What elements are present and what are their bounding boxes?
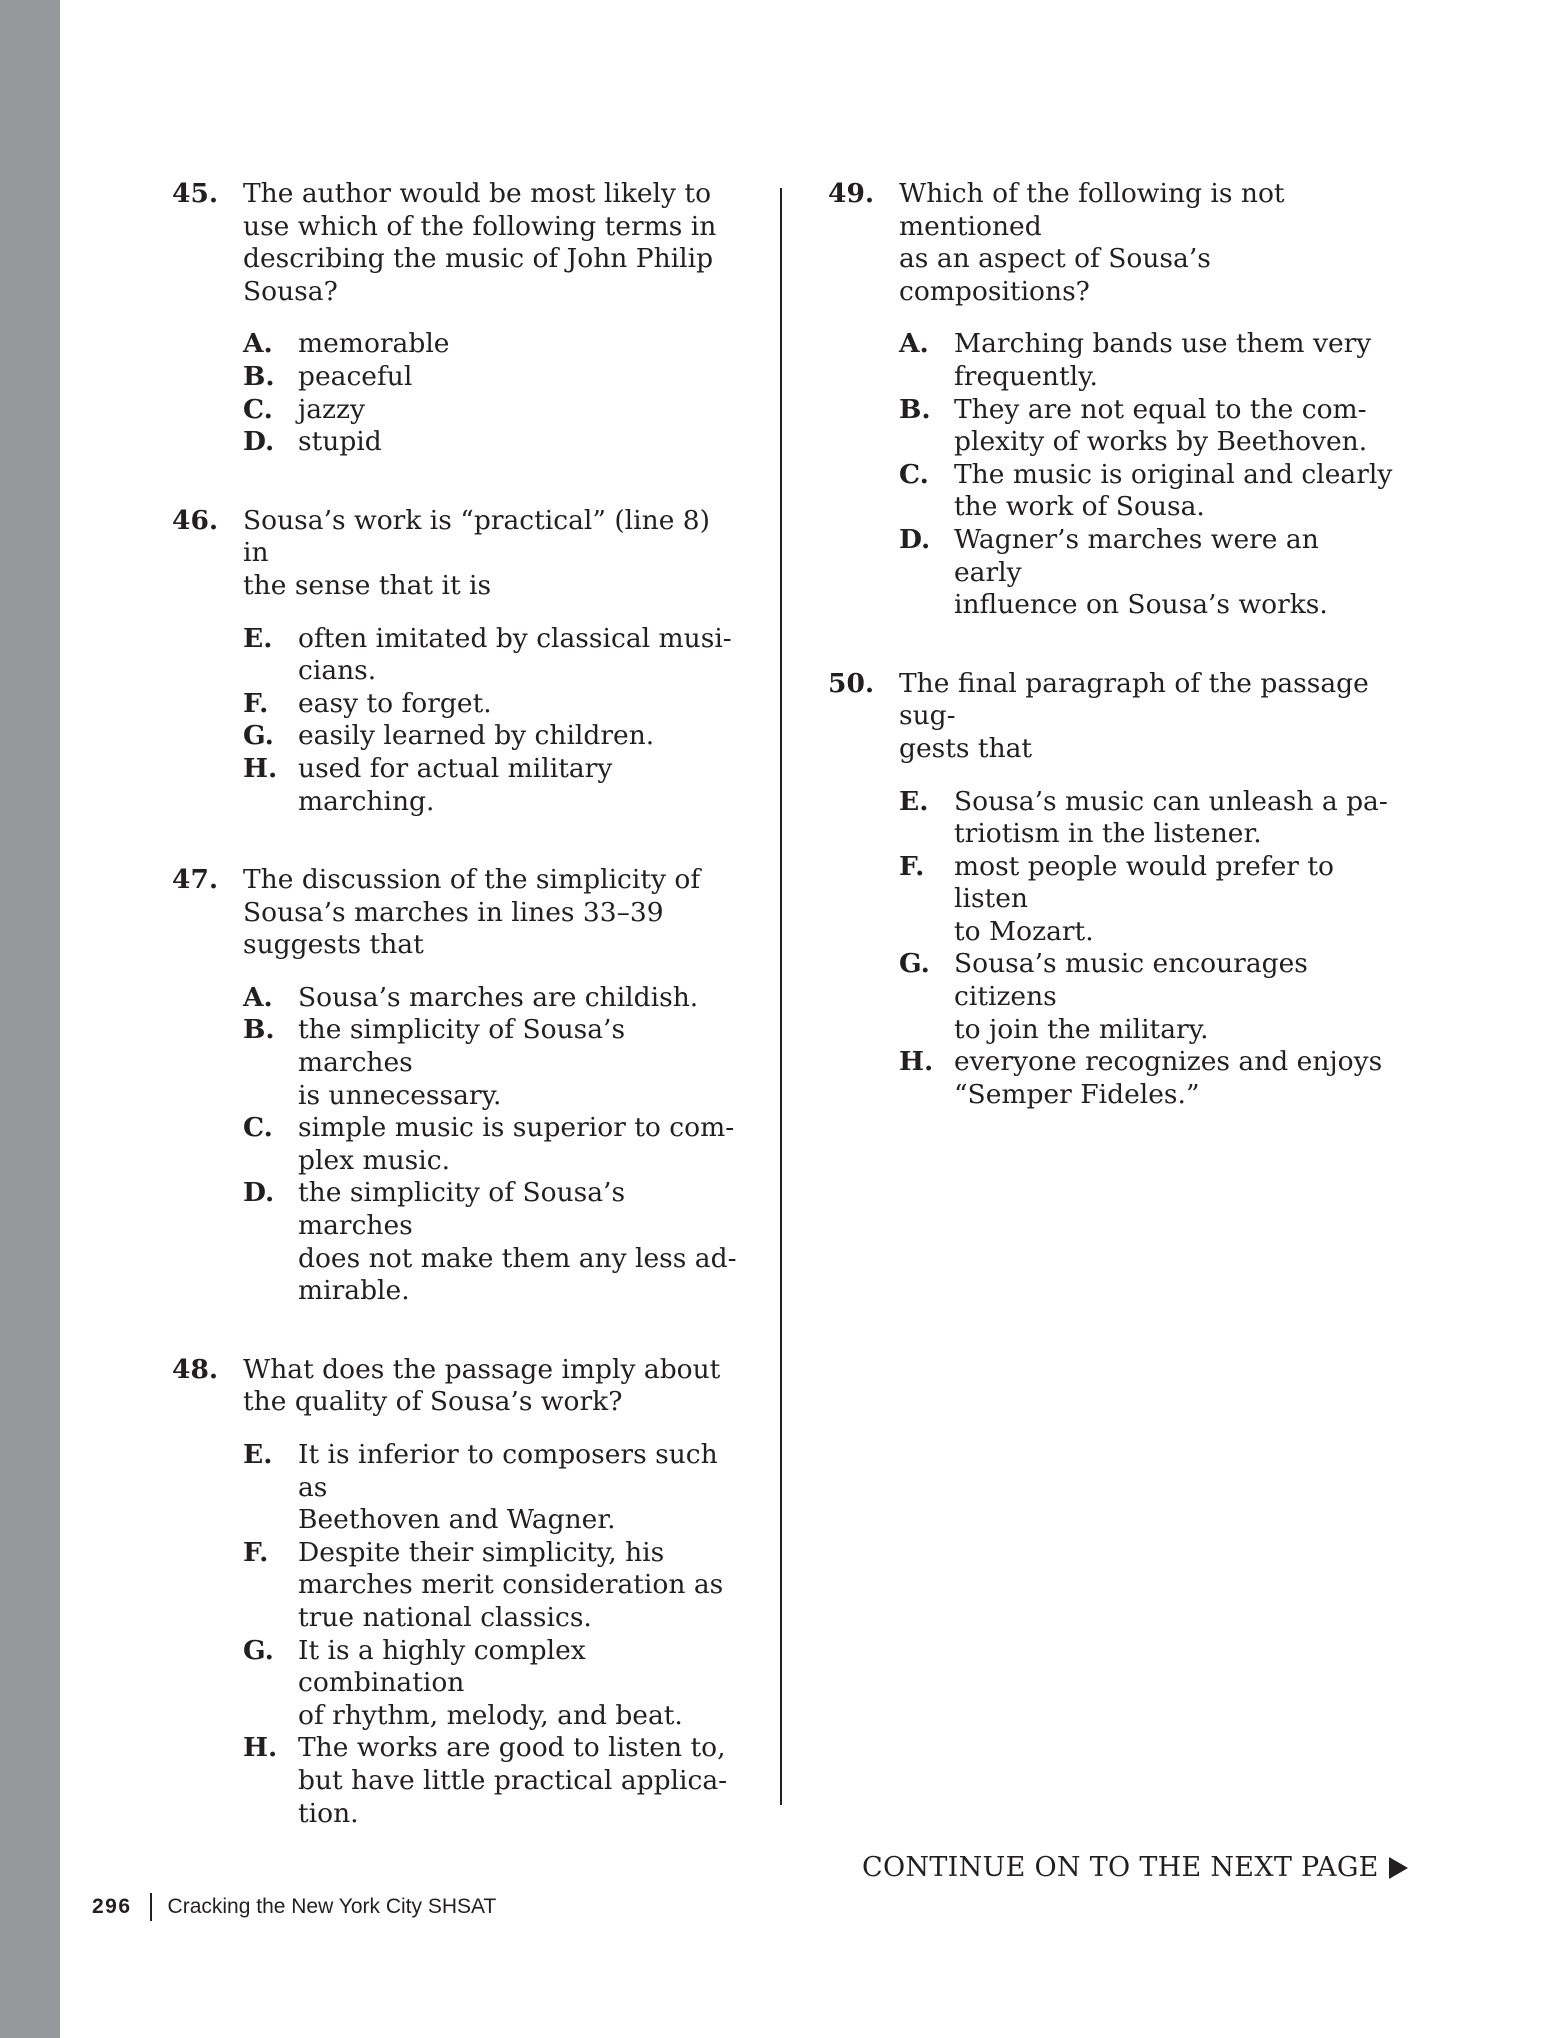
stem-line: Sousa’s work is “practical” (line 8) in bbox=[243, 504, 710, 569]
answer-choice-g[interactable] bbox=[243, 720, 737, 753]
answer-choice-g[interactable] bbox=[243, 1635, 737, 1733]
answer-choices bbox=[243, 623, 737, 819]
continue-label: CONTINUE ON TO THE NEXT PAGE bbox=[862, 1852, 1379, 1883]
choice-text: influence on Sousa’s works. bbox=[954, 589, 1328, 621]
answer-choice-g[interactable] bbox=[899, 948, 1393, 1046]
choice-text: Sousa’s music can unleash a pa- bbox=[954, 785, 1388, 817]
answer-choices bbox=[243, 328, 737, 458]
choice-text: It is inferior to composers such as bbox=[298, 1439, 718, 1503]
answer-choice-d[interactable] bbox=[243, 426, 737, 459]
answer-choice-h[interactable] bbox=[243, 753, 737, 818]
choice-text: plexity of works by Beethoven. bbox=[954, 426, 1368, 458]
choice-text: the simplicity of Sousa’s marches bbox=[298, 1177, 626, 1242]
question-number: 47. bbox=[172, 864, 219, 896]
choice-letter: E. bbox=[243, 622, 273, 654]
choice-letter: E. bbox=[899, 785, 929, 817]
choice-text: jazzy bbox=[298, 393, 365, 425]
answer-choice-b[interactable] bbox=[899, 394, 1393, 459]
stem-line: gests that bbox=[899, 732, 1033, 764]
question-number: 46. bbox=[172, 504, 219, 536]
stem-line: the sense that it is bbox=[243, 569, 492, 601]
answer-choices bbox=[899, 786, 1393, 1112]
question-stem bbox=[899, 178, 1393, 308]
stem-line: suggests that bbox=[243, 929, 424, 961]
choice-text: everyone recognizes and enjoys bbox=[954, 1046, 1383, 1078]
choice-text: triotism in the listener. bbox=[954, 818, 1262, 850]
choice-letter: F. bbox=[243, 687, 269, 719]
choice-text: stupid bbox=[298, 426, 382, 458]
answer-choice-c[interactable] bbox=[243, 1112, 737, 1177]
choice-letter: H. bbox=[899, 1046, 934, 1078]
choice-letter: E. bbox=[243, 1439, 273, 1470]
choice-text: most people would prefer to listen bbox=[954, 850, 1334, 915]
choice-letter: B. bbox=[899, 393, 931, 425]
answer-choices bbox=[899, 328, 1393, 621]
answer-choices bbox=[243, 1439, 737, 1830]
answer-choices bbox=[243, 982, 737, 1308]
choice-text: tion. bbox=[298, 1797, 359, 1829]
choice-letter: G. bbox=[243, 720, 274, 752]
answer-choice-f[interactable] bbox=[243, 1537, 737, 1635]
choice-letter: F. bbox=[243, 1536, 269, 1568]
question-stem bbox=[899, 668, 1393, 766]
question-number: 49. bbox=[828, 178, 875, 209]
choice-text: the simplicity of Sousa’s marches bbox=[298, 1014, 626, 1079]
right-arrow-icon bbox=[1389, 1857, 1408, 1879]
choice-letter: A. bbox=[899, 328, 929, 360]
answer-choice-f[interactable] bbox=[243, 688, 737, 721]
question-stem bbox=[243, 505, 737, 603]
choice-letter: C. bbox=[899, 458, 929, 490]
answer-choice-e[interactable] bbox=[243, 1439, 737, 1537]
question-number: 48. bbox=[172, 1353, 219, 1385]
column-divider bbox=[780, 188, 782, 1805]
choice-text: does not make them any less ad- bbox=[298, 1242, 737, 1274]
choice-text: The works are good to listen to, bbox=[298, 1732, 726, 1764]
question-48 bbox=[172, 1354, 737, 1830]
choice-letter: B. bbox=[243, 1014, 275, 1046]
choice-text: frequently. bbox=[954, 360, 1098, 392]
stem-line: Sousa’s marches in lines 33–39 bbox=[243, 896, 664, 928]
choice-text: of rhythm, melody, and beat. bbox=[298, 1699, 683, 1731]
choice-text: plex music. bbox=[298, 1144, 451, 1176]
question-45 bbox=[172, 178, 737, 459]
choice-letter: C. bbox=[243, 1112, 273, 1144]
choice-text: peaceful bbox=[298, 360, 413, 392]
choice-text: Sousa’s music encourages citizens bbox=[954, 948, 1308, 1013]
answer-choice-b[interactable] bbox=[243, 1014, 737, 1112]
choice-text: Marching bands use them very bbox=[954, 328, 1372, 360]
page-footer bbox=[92, 1893, 496, 1921]
choice-letter: F. bbox=[899, 850, 925, 882]
answer-choice-c[interactable] bbox=[243, 394, 737, 427]
question-number: 45. bbox=[172, 178, 219, 209]
choice-letter: D. bbox=[243, 426, 275, 458]
book-title: Cracking the New York City SHSAT bbox=[167, 1895, 497, 1918]
choice-letter: A. bbox=[243, 328, 273, 360]
question-stem bbox=[243, 864, 737, 962]
choice-text: simple music is superior to com- bbox=[298, 1112, 735, 1144]
choice-text: the work of Sousa. bbox=[954, 491, 1205, 523]
choice-letter: H. bbox=[243, 752, 278, 784]
choice-text: Sousa’s marches are childish. bbox=[298, 981, 699, 1013]
question-number: 50. bbox=[828, 667, 875, 699]
choice-text: memorable bbox=[298, 328, 450, 360]
choice-text: “Semper Fideles.” bbox=[954, 1078, 1200, 1110]
stem-line: describing the music of John Philip bbox=[243, 243, 714, 275]
choice-text: Beethoven and Wagner. bbox=[298, 1504, 616, 1536]
choice-letter: A. bbox=[243, 981, 273, 1013]
stem-line: The discussion of the simplicity of bbox=[243, 864, 701, 896]
choice-text: to join the military. bbox=[954, 1013, 1209, 1045]
stem-line: What does the passage imply about bbox=[243, 1353, 721, 1385]
answer-choice-d[interactable] bbox=[899, 524, 1393, 622]
answer-choice-b[interactable] bbox=[243, 361, 737, 394]
choice-text: true national classics. bbox=[298, 1601, 592, 1633]
stem-line: Sousa? bbox=[243, 275, 338, 307]
continue-notice bbox=[862, 1852, 1408, 1883]
choice-letter: H. bbox=[243, 1732, 278, 1764]
stem-line: as an aspect of Sousa’s compositions? bbox=[899, 243, 1211, 307]
choice-letter: D. bbox=[243, 1177, 275, 1209]
question-47 bbox=[172, 864, 737, 1308]
question-49 bbox=[828, 178, 1393, 622]
answer-choice-c[interactable] bbox=[899, 459, 1393, 524]
answer-choice-h[interactable] bbox=[243, 1732, 737, 1830]
choice-text: Despite their simplicity, his bbox=[298, 1536, 665, 1568]
stem-line: use which of the following terms in bbox=[243, 210, 717, 242]
choice-text: Wagner’s marches were an early bbox=[954, 523, 1319, 588]
footer-divider bbox=[150, 1893, 152, 1921]
choice-letter: G. bbox=[899, 948, 930, 980]
left-column bbox=[172, 178, 737, 1830]
choice-text: The music is original and clearly bbox=[954, 458, 1393, 490]
choice-text: is unnecessary. bbox=[298, 1079, 502, 1111]
answer-choice-a[interactable] bbox=[243, 982, 737, 1015]
answer-choice-e[interactable] bbox=[899, 786, 1393, 851]
stem-line: the quality of Sousa’s work? bbox=[243, 1386, 623, 1418]
stem-line: The final paragraph of the passage sug- bbox=[899, 667, 1369, 732]
question-stem bbox=[243, 1354, 737, 1419]
choice-text: They are not equal to the com- bbox=[954, 393, 1367, 425]
stem-line: The author would be most likely to bbox=[243, 178, 712, 209]
answer-choice-d[interactable] bbox=[243, 1177, 737, 1307]
choice-text: easily learned by children. bbox=[298, 720, 655, 752]
choice-text: mirable. bbox=[298, 1275, 410, 1307]
choice-text: It is a highly complex combination bbox=[298, 1634, 586, 1699]
choice-text: used for actual military marching. bbox=[298, 752, 613, 817]
choice-letter: C. bbox=[243, 393, 273, 425]
page-number: 296 bbox=[92, 1895, 132, 1918]
right-column bbox=[828, 178, 1393, 1111]
answer-choice-a[interactable] bbox=[899, 328, 1393, 393]
choice-text: often imitated by classical musi- bbox=[298, 622, 732, 654]
question-50 bbox=[828, 668, 1393, 1112]
question-46 bbox=[172, 505, 737, 818]
choice-letter: G. bbox=[243, 1634, 274, 1666]
choice-text: but have little practical applica- bbox=[298, 1764, 728, 1796]
answer-choice-e[interactable] bbox=[243, 623, 737, 688]
stem-line: Which of the following is not mentioned bbox=[899, 178, 1285, 242]
question-stem bbox=[243, 178, 737, 308]
page-edge-bar bbox=[0, 0, 60, 2038]
choice-letter: B. bbox=[243, 360, 275, 392]
answer-choice-a[interactable] bbox=[243, 328, 737, 361]
choice-text: marches merit consideration as bbox=[298, 1569, 724, 1601]
choice-text: to Mozart. bbox=[954, 915, 1094, 947]
choice-text: easy to forget. bbox=[298, 687, 492, 719]
choice-text: cians. bbox=[298, 655, 377, 687]
answer-choice-f[interactable] bbox=[899, 851, 1393, 949]
choice-letter: D. bbox=[899, 523, 931, 555]
answer-choice-h[interactable] bbox=[899, 1046, 1393, 1111]
